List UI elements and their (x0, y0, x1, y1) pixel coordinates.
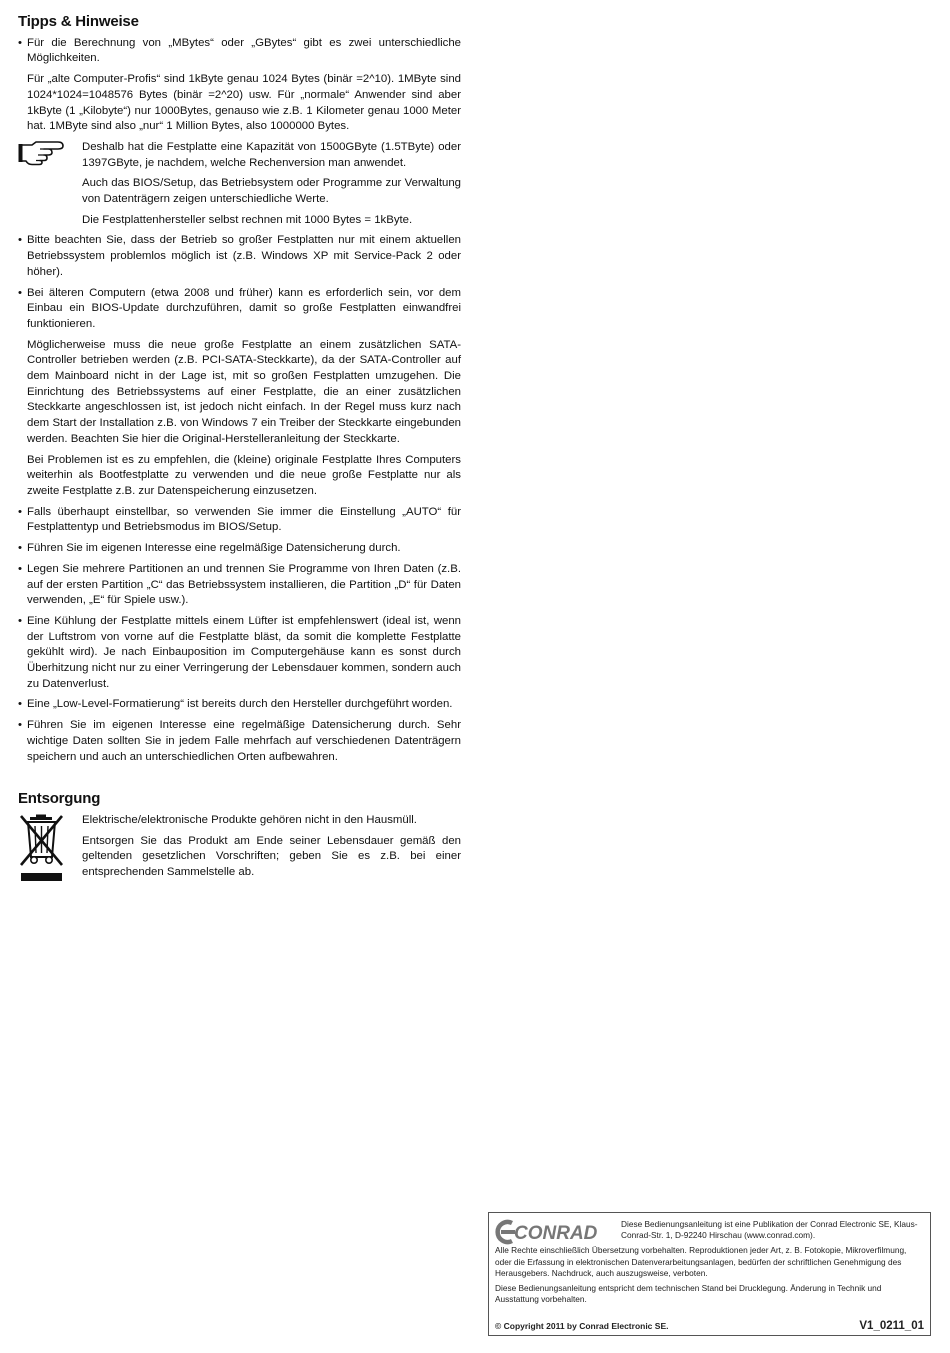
main-column (18, 14, 461, 891)
copyright: © Copyright 2011 by Conrad Electronic SE. (495, 1320, 669, 1331)
tip-units-detail: Für „alte Computer-Profis“ sind 1kByte genau 1024 Bytes (binär =2^10). 1MByte sind 1024*1024=1048576 Bytes (binär =2^20) usw. Für „normale“ Anwender sind aber 1kByte (1 „Kilobyte“) nur 1000Bytes, genauso wie z.B. 1 Kilometer genau 1000 Meter hat. 1MByte sind also „nur“ 1 Million Bytes, also 1000000 Bytes. (27, 73, 461, 133)
note-body (82, 140, 461, 234)
tip-bullet-units: • Für die Berechnung von „MBytes“ oder „GBytes“ gibt es zwei unterschiedliche Möglichkeiten. (18, 36, 461, 67)
note-block (18, 140, 461, 234)
crossed-out-bin-icon (18, 813, 82, 891)
imprint-box (488, 1212, 931, 1336)
rights-note: Alle Rechte einschließlich Übersetzung vorbehalten. Reproduktionen jeder Art, z. B. Fotokopie, Mikroverfilmung, oder die Erfassung in elektronischen Datenverarbeitungsanlagen, bedürfen der schriftlichen Genehmigung des Herausgebers. Nachdruck, auch auszugsweise, verboten. (495, 1245, 907, 1278)
disposal-instructions: Entsorgen Sie das Produkt am Ende seiner Lebensdauer gemäß den geltenden gesetzlichen Vorschriften; geben Sie es z.B. bei einer entsprechenden Sammelstelle ab. (82, 834, 461, 879)
tip-bullet-partitions: • Legen Sie mehrere Partitionen an und trennen Sie Programme von Ihren Daten (z.B. auf der ersten Partition „C“ das Betriebssystem installieren, die Partition „D“ für Daten verwenden, „E“ für Spiele usw.). (18, 562, 461, 609)
note-manufacturer: Die Festplattenhersteller selbst rechnen mit 1000 Bytes = 1kByte. (82, 213, 413, 226)
note-capacity: Deshalb hat die Festplatte eine Kapazität von 1500GByte (1.5TByte) oder 1397GByte, je nachdem, welche Rechenversion man anwendet. (82, 140, 461, 169)
tip-bullet-auto: • Falls überhaupt einstellbar, so verwenden Sie immer die Einstellung „AUTO“ für Festplattentyp und Betriebsmodus im BIOS/Setup. (18, 505, 461, 536)
tip-boot-drive: Bei Problemen ist es zu empfehlen, die (kleine) originale Festplatte Ihres Computers weiterhin als Bootfestplatte zu verwenden und die neue große Festplatte nur als zweite Festplatte z.B. zur Datenspeicherung einzusetzen. (27, 453, 461, 497)
conrad-logo (495, 1219, 613, 1245)
tip-bullet-formatting: • Eine „Low-Level-Formatierung“ ist bereits durch den Hersteller durchgeführt worden. (18, 697, 461, 713)
tip-bullet-cooling: • Eine Kühlung der Festplatte mittels einem Lüfter ist empfehlenswert (ideal ist, wenn der Luftstrom von vorne auf die Festplatte bläst, da somit die komplette Festplatte gekühlt wird). Je nach Einbauposition im Computergehäuse kann es sonst durch Überhitzung nicht nur zu einer Verringerung der Lebensdauer kommen, sondern auch zu Datenverlust. (18, 614, 461, 693)
technical-note: Diese Bedienungsanleitung entspricht dem technischen Stand bei Drucklegung. Änderung in Technik und Ausstattung vorbehalten. (495, 1283, 882, 1305)
publication-note: Diese Bedienungsanleitung ist eine Publikation der Conrad Electronic SE, Klaus-Conrad-Str. 1, D-92240 Hirschau (www.conrad.com). (621, 1219, 918, 1241)
tip-bullet-bios-update: • Bei älteren Computern (etwa 2008 und früher) kann es erforderlich sein, vor dem Einbau ein BIOS-Update durchzuführen, damit so große Festplatten einwandfrei funktionieren. (18, 286, 461, 333)
tip-bullet-backup-copies: • Führen Sie im eigenen Interesse eine regelmäßige Datensicherung durch. Sehr wichtige Daten sollten Sie in jedem Falle mehrfach auf verschiedenen Datenträgern speichern und auch an unterschiedlichen Orten aufbewahren. (18, 718, 461, 765)
disposal-household: Elektrische/elektronische Produkte gehören nicht in den Hausmüll. (82, 813, 417, 826)
disposal-block (18, 813, 461, 891)
tip-bullet-backup: • Führen Sie im eigenen Interesse eine regelmäßige Datensicherung durch. (18, 541, 461, 557)
version-code: V1_0211_01 (859, 1319, 924, 1332)
tip-sata-controller: Möglicherweise muss die neue große Festplatte an einem zusätzlichen SATA-Controller betrieben werden (z.B. PCI-SATA-Steckkarte), da der SATA-Controller auf dem Mainboard nicht in der Lage ist, mit so großen Festplatten umzugehen. Die Einrichtung des Betriebssystems auf einer Festplatte, die an einer zusätzlichen Steckkarte angeschlossen ist, ist jedoch nicht einfach. In der Regel muss kurz nach dem Start der Installation z.B. von Windows 7 ein Treiber der Steckkarte eingebunden werden. Beachten Sie hier die Original-Herstelleranleitung der Steckkarte. (27, 338, 461, 445)
pointing-hand-icon (18, 140, 82, 234)
tips-heading: Tipps & Hinweise (18, 13, 139, 30)
disposal-heading: Entsorgung (18, 790, 101, 808)
logo-text: CONRAD (514, 1223, 598, 1244)
note-bios-values: Auch das BIOS/Setup, das Betriebsystem oder Programme zur Verwaltung von Datenträgern zeigen unterschiedliche Werte. (82, 177, 461, 206)
disposal-body (82, 813, 461, 891)
tip-bullet-os: • Bitte beachten Sie, dass der Betrieb so großer Festplatten nur mit einem aktuellen Betriebssystem problemlos möglich ist (z.B. Windows XP mit Service-Pack 2 oder höher). (18, 233, 461, 280)
